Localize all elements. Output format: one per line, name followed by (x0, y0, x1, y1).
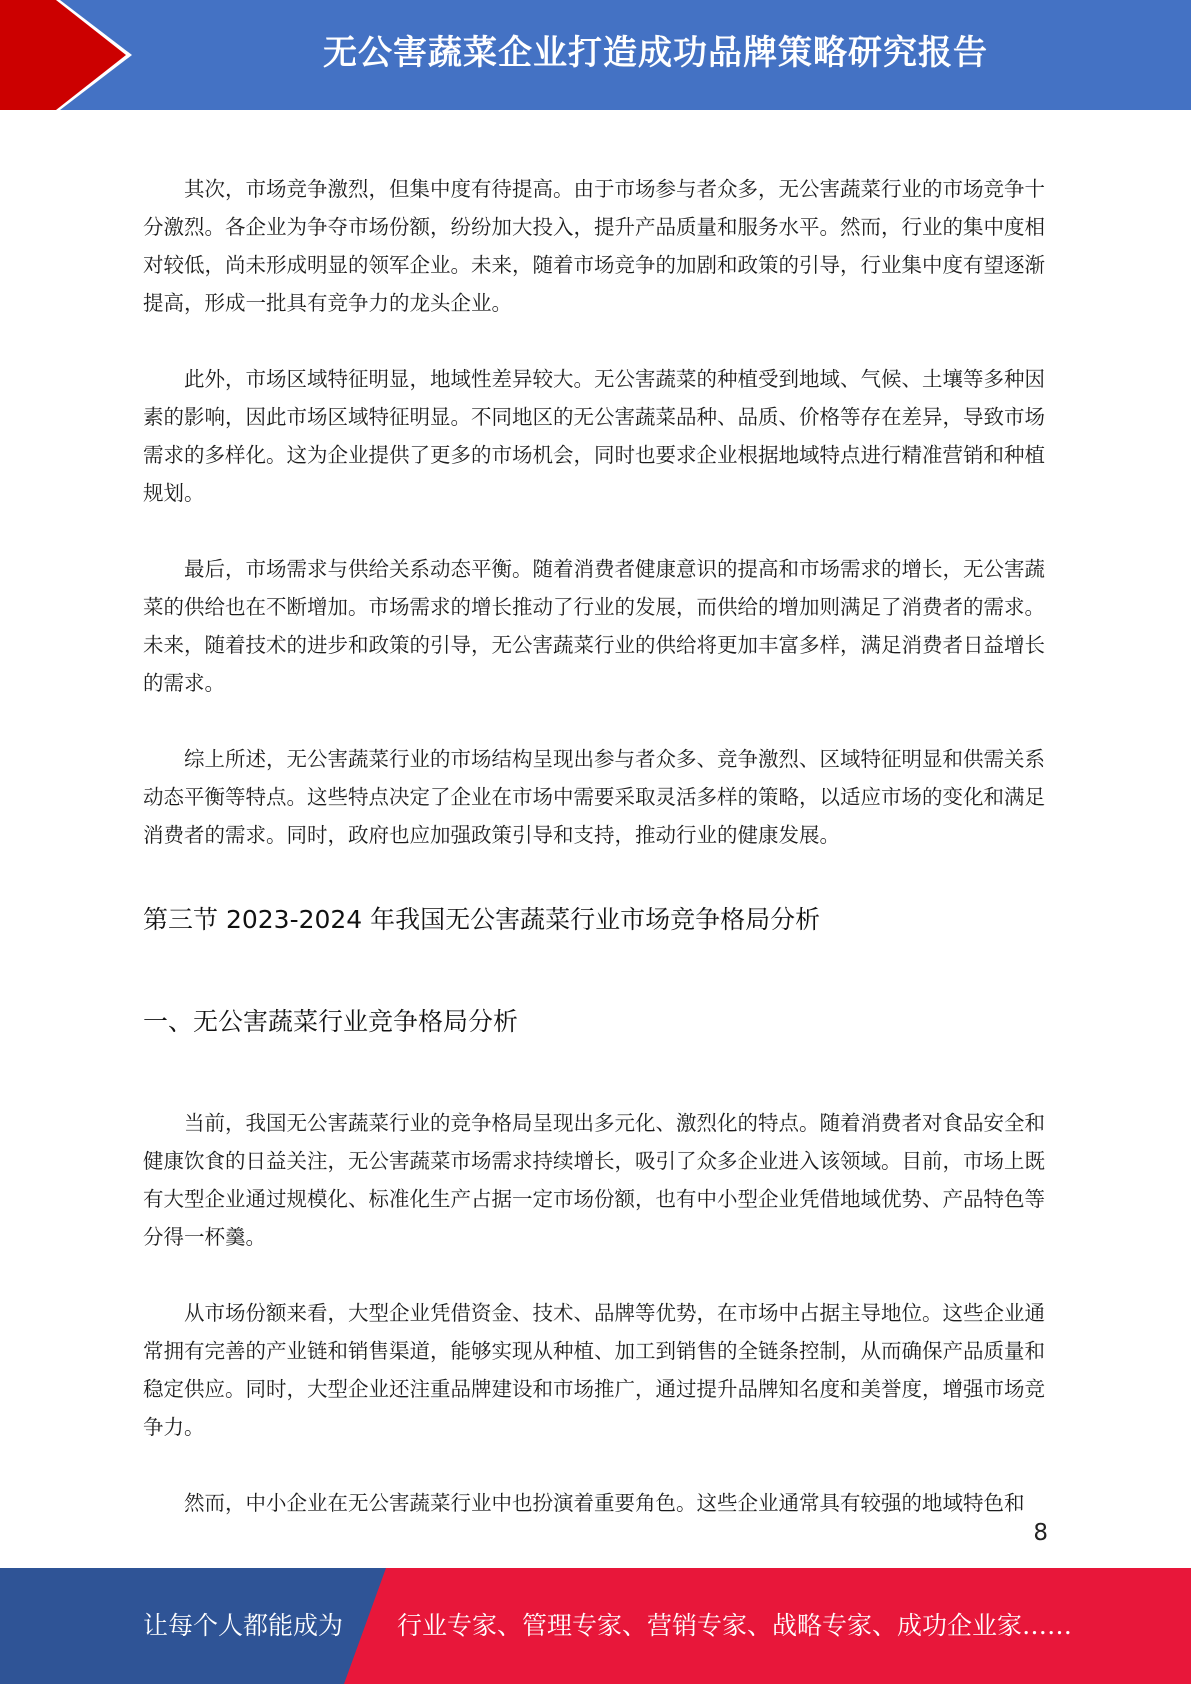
paragraph: 然而，中小企业在无公害蔬菜行业中也扮演着重要角色。这些企业通常具有较强的地域特色和 (184, 1491, 1025, 1515)
page-header (0, 0, 1191, 110)
paragraph: 从市场份额来看，大型企业凭借资金、技术、品牌等优势，在市场中占据主导地位。这些企业通常拥有完善的产业链和销售渠道，能够实现从种植、加工到销售的全链条控制，从而确保产品质量和稳定供应。同时，大型企业还注重品牌建设和市场推广，通过提升品牌知名度和美誉度，增强市场竞争力。 (143, 1301, 1045, 1439)
paragraph: 其次，市场竞争激烈，但集中度有待提高。由于市场参与者众多，无公害蔬菜行业的市场竞争十分激烈。各企业为争夺市场份额，纷纷加大投入，提升产品质量和服务水平。然而，行业的集中度相对较低，尚未形成明显的领军企业。未来，随着市场竞争的加剧和政策的引导，行业集中度有望逐渐提高，形成一批具有竞争力的龙头企业。 (143, 177, 1045, 315)
header-chevron-icon (0, 0, 150, 110)
paragraph: 当前，我国无公害蔬菜行业的竞争格局呈现出多元化、激烈化的特点。随着消费者对食品安全和健康饮食的日益关注，无公害蔬菜市场需求持续增长，吸引了众多企业进入该领域。目前，市场上既有大型企业通过规模化、标准化生产占据一定市场份额，也有中小型企业凭借地域优势、产品特色等分得一杯羹。 (143, 1111, 1045, 1249)
footer-slogan-right: 行业专家、管理专家、营销专家、战略专家、成功企业家…… (397, 1611, 1073, 1640)
page-number: 8 (1033, 1520, 1048, 1546)
page-footer (0, 1568, 1191, 1684)
report-title: 无公害蔬菜企业打造成功品牌策略研究报告 (323, 33, 988, 73)
paragraph: 最后，市场需求与供给关系动态平衡。随着消费者健康意识的提高和市场需求的增长，无公害蔬菜的供给也在不断增加。市场需求的增长推动了行业的发展，而供给的增加则满足了消费者的需求。未来，随着技术的进步和政策的引导，无公害蔬菜行业的供给将更加丰富多样，满足消费者日益增长的需求。 (143, 557, 1045, 695)
main-content (143, 170, 1045, 1522)
subsection-heading: 一、无公害蔬菜行业竞争格局分析 (143, 1007, 519, 1036)
paragraph: 综上所述，无公害蔬菜行业的市场结构呈现出参与者众多、竞争激烈、区域特征明显和供需关系动态平衡等特点。这些特点决定了企业在市场中需要采取灵活多样的策略，以适应市场的变化和满足消费者的需求。同时，政府也应加强政策引导和支持，推动行业的健康发展。 (143, 747, 1045, 847)
footer-slogan-left: 让每个人都能成为 (143, 1611, 344, 1640)
paragraph: 此外，市场区域特征明显，地域性差异较大。无公害蔬菜的种植受到地域、气候、土壤等多种因素的影响，因此市场区域特征明显。不同地区的无公害蔬菜品种、品质、价格等存在差异，导致市场需求的多样化。这为企业提供了更多的市场机会，同时也要求企业根据地域特点进行精准营销和种植规划。 (143, 367, 1045, 505)
section-heading: 第三节 2023-2024 年我国无公害蔬菜行业市场竞争格局分析 (143, 905, 821, 934)
